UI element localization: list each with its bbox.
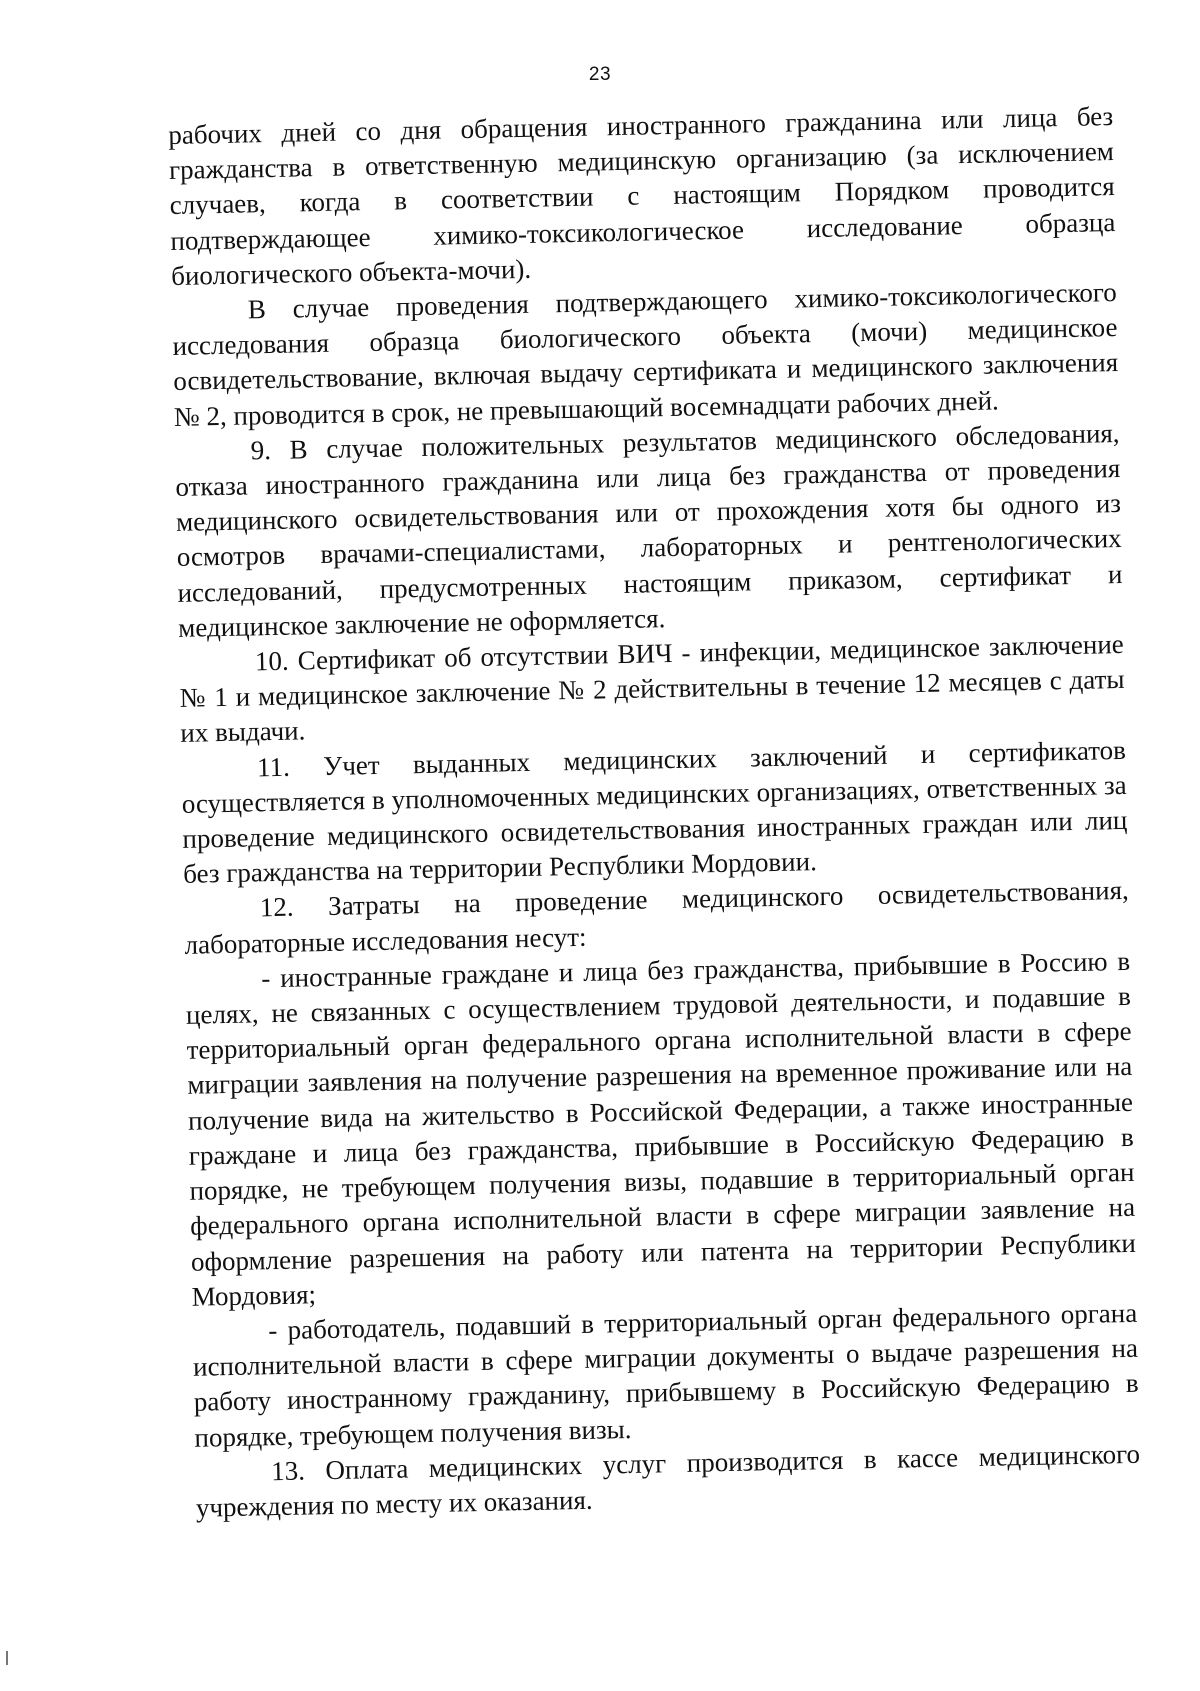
paragraph-item-10: 10. Сертификат об отсутствии ВИЧ - инфекции, медицинское заключение № 1 и медицинское заключение № 2 действительны в течение 12 месяцев с даты их выдачи. <box>179 628 1125 749</box>
page-number: 23 <box>588 64 612 85</box>
paragraph-continuation: рабочих дней со дня обращения иностранного гражданина или лица без гражданства в ответственную медицинскую организацию (за исключением случаев, когда в соответствии с настоящим Порядком проводится подтверждающее химико-токсикологическое исследование образца биологического объекта-мочи). <box>168 101 1116 291</box>
paragraph-item-9: 9. В случае положительных результатов медицинского обследования, отказа иностранного гражданина или лица без гражданства от проведения медицинского освидетельствования или от прохождения хотя бы одного из осмотров врачами-специалистами, лабораторных и рентгенологических исследований, предусмотренных настоящим приказом, сертификат и медицинское заключение не оформляется. <box>175 417 1123 643</box>
scan-edge-mark <box>6 1651 8 1665</box>
paragraph-item-11: 11. Учет выданных медицинских заключений и сертификатов осуществляется в уполномоченных медицинских организациях, ответственных за проведение медицинского освидетельствования иностранных граждан или лиц без гражданства на территории Республики Мордовии. <box>181 734 1128 890</box>
paragraph-item-12: 12. Затраты на проведение медицинского освидетельствования, лабораторные исследования несут: <box>184 875 1129 960</box>
paragraph-confirmatory-test-term: В случае проведения подтверждающего химико-токсикологического исследования образца биологического объекта (мочи) медицинское освидетельствование, включая выдачу сертификата и медицинского заключения № 2, проводится в срок, не превышающий восемнадцати рабочих дней. <box>172 277 1119 432</box>
paragraph-item-12-employer: - работодатель, подавший в территориальный орган федерального органа исполнительной власти в сфере миграции документы о выдаче разрешения на работу иностранному гражданину, прибывшему в Российскую Федерацию в порядке, требующем получения визы. <box>192 1297 1139 1453</box>
paragraph-item-12-foreign-citizens: - иностранные граждане и лица без гражданства, прибывшие в Россию в целях, не связанных с осуществлением трудовой деятельности, и подавшие в территориальный орган федерального органа исполнительной власти в сфере миграции заявления на получение разрешения на временное проживание или на получение вида на жительство в Российской Федерации, а также иностранные граждане и лица без гражданства, прибывшие в Российскую Федерацию в порядке, не требующем получения визы, подавшие в территориальный орган федерального органа исполнительной власти в сфере миграции заявление на оформление разрешения на работу или патента на территории Республики Мордовия; <box>185 945 1137 1312</box>
document-body <box>168 99 1141 1526</box>
paragraph-item-13: 13. Оплата медицинских услуг производится в кассе медицинского учреждения по месту их оказания. <box>195 1438 1141 1523</box>
